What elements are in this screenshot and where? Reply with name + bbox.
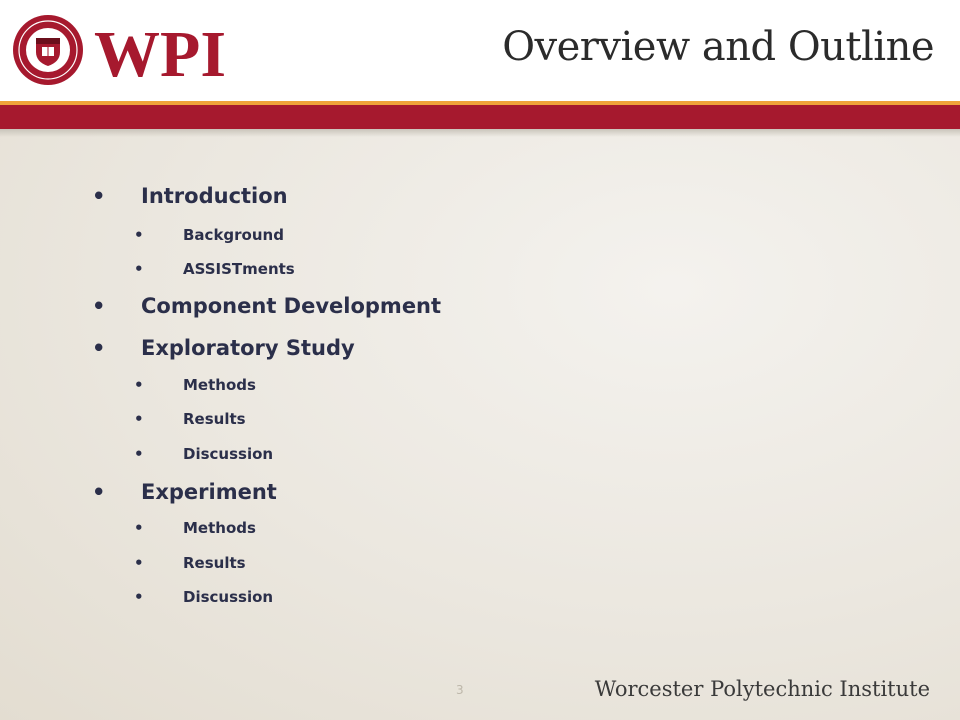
outline-item-text: ASSISTments — [183, 260, 295, 278]
outline-subitem — [134, 588, 274, 606]
bullet-icon: • — [92, 480, 106, 504]
bullet-icon: • — [92, 336, 106, 360]
bullet-icon: • — [134, 410, 144, 428]
bullet-icon: • — [134, 519, 144, 537]
outline-item — [92, 336, 355, 360]
page-number: 3 — [456, 683, 464, 697]
slide-title: Overview and Outline — [502, 24, 934, 70]
bullet-icon: • — [134, 588, 144, 606]
outline-subitem — [134, 410, 246, 428]
outline-item-text: Component Development — [141, 294, 442, 318]
outline-subitem — [134, 260, 295, 278]
outline-item — [92, 294, 442, 318]
bullet-icon: • — [92, 294, 106, 318]
outline-subitem — [134, 226, 284, 244]
outline-item-text: Discussion — [183, 445, 274, 463]
svg-text:WPI: WPI — [94, 18, 226, 91]
outline-item-text: Results — [183, 554, 246, 572]
outline-subitem — [134, 519, 256, 537]
bullet-icon: • — [134, 226, 144, 244]
outline-item-text: Methods — [183, 519, 256, 537]
outline-item-text: Introduction — [141, 184, 288, 208]
outline-item-text: Methods — [183, 376, 256, 394]
outline-subitem — [134, 445, 274, 463]
outline-item — [92, 184, 288, 208]
footer-institution: Worcester Polytechnic Institute — [594, 677, 930, 701]
outline-item-text: Background — [183, 226, 284, 244]
outline-subitem — [134, 376, 256, 394]
bullet-icon: • — [92, 184, 106, 208]
bullet-icon: • — [134, 554, 144, 572]
outline-item-text: Results — [183, 410, 246, 428]
bullet-icon: • — [134, 445, 144, 463]
bullet-icon: • — [134, 260, 144, 278]
outline-item-text: Discussion — [183, 588, 274, 606]
outline-subitem — [134, 554, 246, 572]
outline-item-text: Exploratory Study — [141, 336, 355, 360]
outline-item-text: Experiment — [141, 480, 277, 504]
bullet-icon: • — [134, 376, 144, 394]
outline-item — [92, 480, 277, 504]
